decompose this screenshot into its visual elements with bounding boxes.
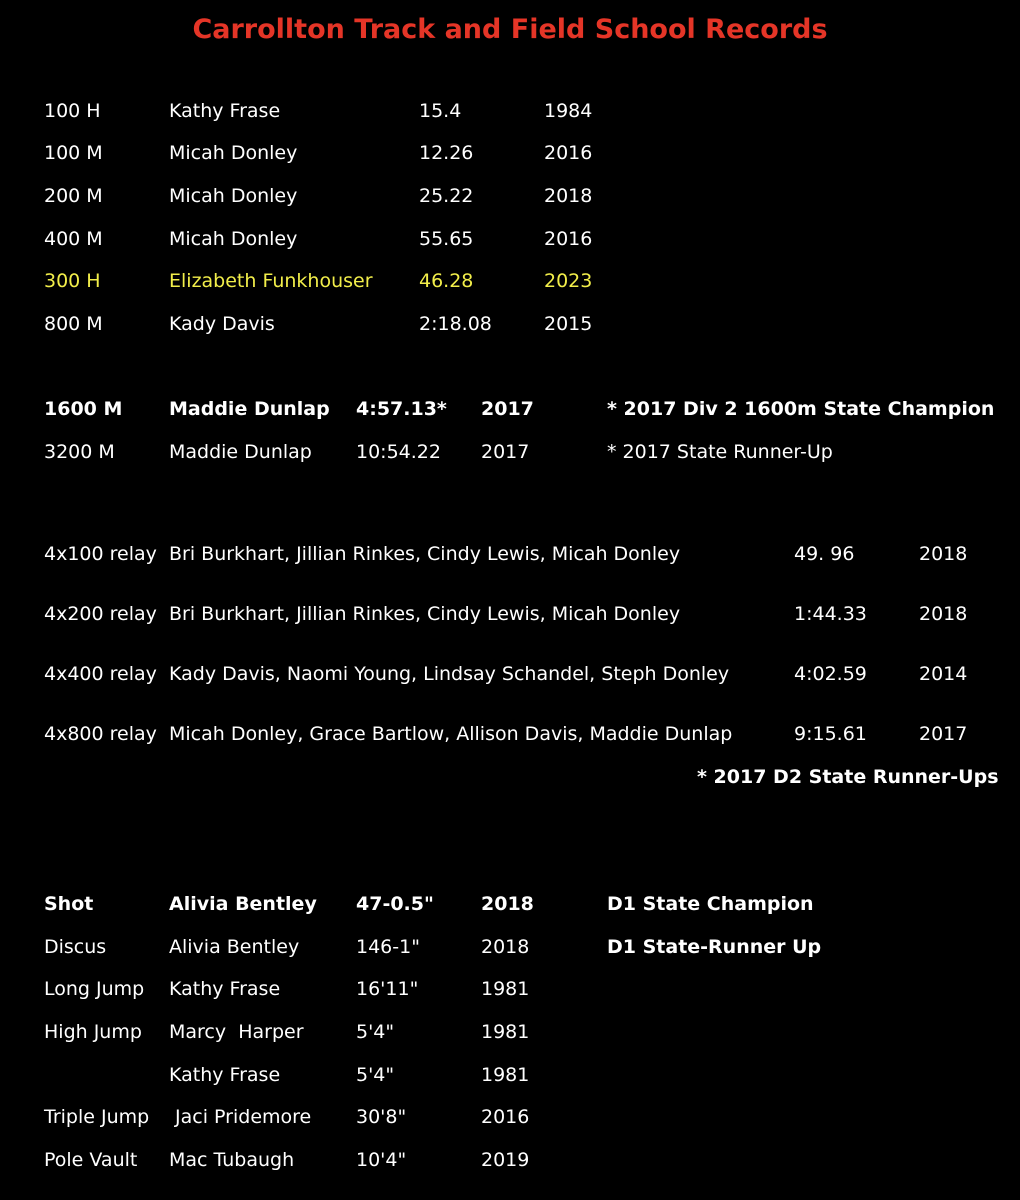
record-row-pole-vault [0, 1145, 1020, 1175]
record-row-4x200 [0, 599, 1020, 629]
record-mark: 9:15.61 [794, 723, 867, 745]
event-name: 4x200 relay [44, 603, 157, 625]
record-note: * 2017 State Runner-Up [607, 441, 833, 463]
record-row-4x400 [0, 659, 1020, 689]
record-note: D1 State-Runner Up [607, 936, 822, 958]
record-year: 2019 [481, 1149, 530, 1171]
event-name: 4x400 relay [44, 663, 157, 685]
record-note: * 2017 Div 2 1600m State Champion [607, 398, 995, 420]
record-row-discus [0, 932, 1020, 962]
event-name: Pole Vault [44, 1149, 138, 1171]
record-mark: 1:44.33 [794, 603, 867, 625]
relay-note: * 2017 D2 State Runner-Ups [697, 766, 999, 788]
record-row-long-jump [0, 974, 1020, 1004]
record-year: 1984 [544, 100, 593, 122]
athlete-name: Alivia Bentley [169, 893, 317, 915]
record-mark: 10'4" [356, 1149, 407, 1171]
athlete-names: Micah Donley, Grace Bartlow, Allison Davis, Maddie Dunlap [169, 723, 733, 745]
event-name: 300 H [44, 270, 101, 292]
record-year: 2018 [919, 603, 968, 625]
athlete-name: Jaci Pridemore [169, 1106, 312, 1128]
athlete-name: Mac Tubaugh [169, 1149, 295, 1171]
record-mark: 49. 96 [794, 543, 855, 565]
record-mark: 146-1" [356, 936, 420, 958]
athlete-name: Kathy Frase [169, 100, 281, 122]
athlete-name: Micah Donley [169, 142, 298, 164]
record-year: 1981 [481, 1021, 530, 1043]
athlete-name: Maddie Dunlap [169, 398, 330, 420]
athlete-name: Elizabeth Funkhouser [169, 270, 373, 292]
record-row-200m [0, 181, 1020, 211]
athlete-name: Kathy Frase [169, 978, 281, 1000]
event-name: 400 M [44, 228, 103, 250]
record-row-1600m [0, 394, 1020, 424]
record-year: 2023 [544, 270, 593, 292]
record-row-4x100 [0, 539, 1020, 569]
athlete-name: Marcy Harper [169, 1021, 304, 1043]
event-name: Discus [44, 936, 107, 958]
athlete-name: Micah Donley [169, 185, 298, 207]
record-mark: 10:54.22 [356, 441, 441, 463]
record-mark: 12.26 [419, 142, 474, 164]
event-name: Triple Jump [44, 1106, 150, 1128]
record-year: 2017 [919, 723, 968, 745]
record-row-triple-jump [0, 1102, 1020, 1132]
record-mark: 25.22 [419, 185, 474, 207]
event-name: 800 M [44, 313, 103, 335]
record-mark: 47-0.5" [356, 893, 434, 915]
record-year: 2016 [544, 228, 593, 250]
record-note: D1 State Champion [607, 893, 814, 915]
event-name: 3200 M [44, 441, 115, 463]
event-name: 4x100 relay [44, 543, 157, 565]
record-row-high-jump [0, 1017, 1020, 1047]
athlete-name: Kady Davis [169, 313, 275, 335]
record-mark: 15.4 [419, 100, 462, 122]
record-mark: 16'11" [356, 978, 419, 1000]
event-name: 100 M [44, 142, 103, 164]
record-year: 2015 [544, 313, 593, 335]
record-mark: 5'4" [356, 1064, 395, 1086]
record-row-3200m [0, 437, 1020, 467]
record-mark: 5'4" [356, 1021, 395, 1043]
record-year: 2018 [481, 936, 530, 958]
record-row-100m [0, 138, 1020, 168]
record-mark: 46.28 [419, 270, 474, 292]
athlete-name: Maddie Dunlap [169, 441, 312, 463]
record-year: 1981 [481, 1064, 530, 1086]
record-mark: 4:02.59 [794, 663, 867, 685]
event-name: 100 H [44, 100, 101, 122]
record-year: 2017 [481, 441, 530, 463]
event-name: 200 M [44, 185, 103, 207]
record-row-4x800 [0, 719, 1020, 749]
page-title: Carrollton Track and Field School Records [192, 14, 828, 45]
record-year: 2014 [919, 663, 968, 685]
event-name: 1600 M [44, 398, 123, 420]
athlete-name: Kathy Frase [169, 1064, 281, 1086]
record-year: 2018 [481, 893, 534, 915]
record-mark: 30'8" [356, 1106, 407, 1128]
athlete-name: Alivia Bentley [169, 936, 300, 958]
record-mark: 2:18.08 [419, 313, 492, 335]
record-row-300h-highlighted [0, 266, 1020, 296]
event-name: Long Jump [44, 978, 145, 1000]
athlete-names: Bri Burkhart, Jillian Rinkes, Cindy Lewis, Micah Donley [169, 603, 681, 625]
record-year: 2016 [481, 1106, 530, 1128]
athlete-name: Micah Donley [169, 228, 298, 250]
record-row-800m [0, 309, 1020, 339]
event-name: Shot [44, 893, 94, 915]
event-name: 4x800 relay [44, 723, 157, 745]
record-row-400m [0, 224, 1020, 254]
athlete-names: Kady Davis, Naomi Young, Lindsay Schandel, Steph Donley [169, 663, 730, 685]
record-year: 2017 [481, 398, 534, 420]
record-mark: 55.65 [419, 228, 474, 250]
event-name: High Jump [44, 1021, 142, 1043]
athlete-names: Bri Burkhart, Jillian Rinkes, Cindy Lewis, Micah Donley [169, 543, 681, 565]
record-year: 2018 [544, 185, 593, 207]
record-year: 2016 [544, 142, 593, 164]
record-row-shot [0, 889, 1020, 919]
record-row-high-jump-tie [0, 1060, 1020, 1090]
record-year: 1981 [481, 978, 530, 1000]
record-mark: 4:57.13* [356, 398, 447, 420]
record-row-100h [0, 96, 1020, 126]
record-year: 2018 [919, 543, 968, 565]
